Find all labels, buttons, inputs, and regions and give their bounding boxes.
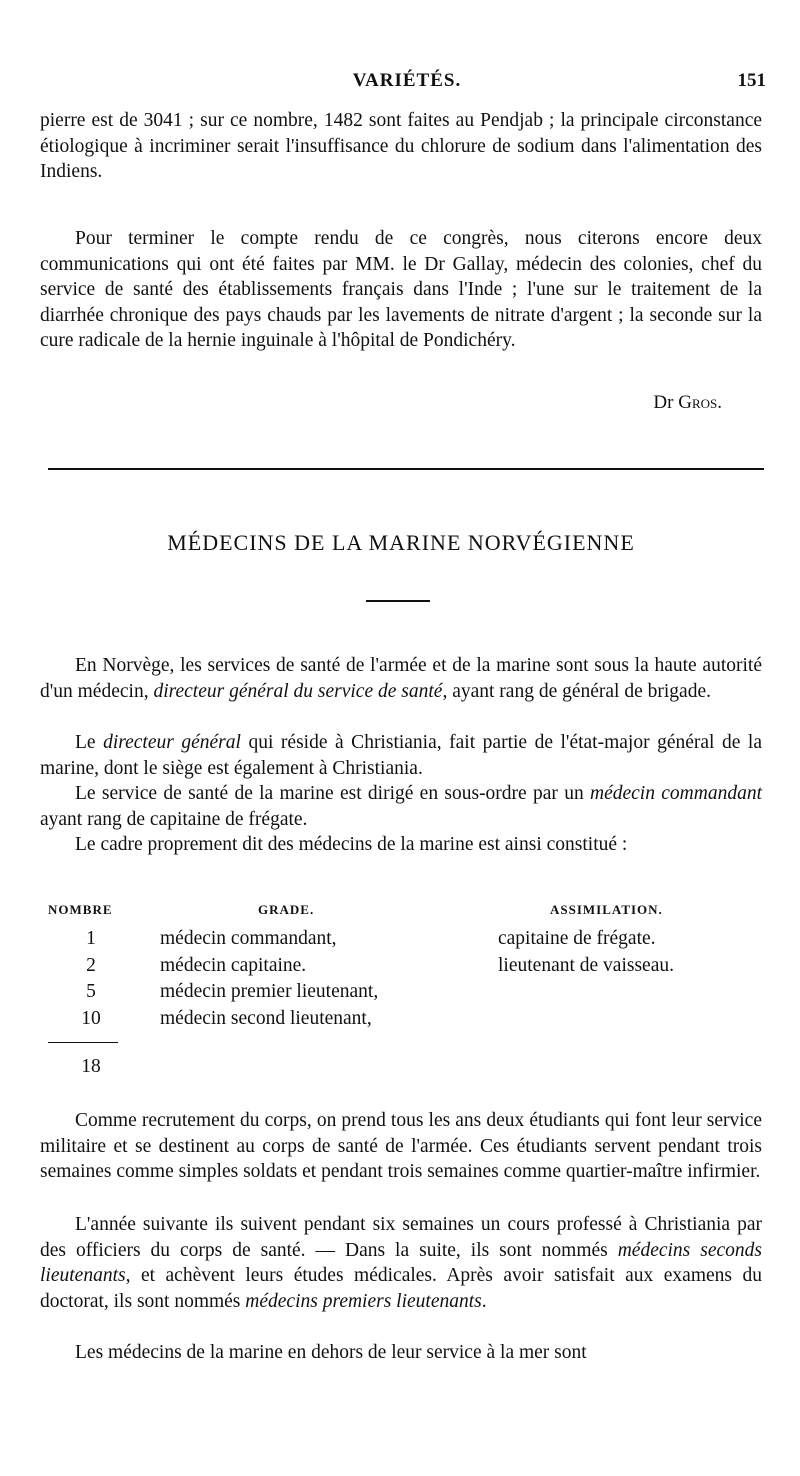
signature-prefix: Dr	[653, 392, 674, 413]
article-paragraph-2: Le directeur général qui réside à Christiania, fait partie de l'état-major général de la marine, dont le siège est également à Christiania.	[40, 732, 762, 779]
table-header-nombre: NOMBRE	[48, 902, 113, 917]
emphasis-medecins-seconds-lieutenants: médecins seconds lieutenants	[40, 1239, 762, 1286]
signature-name: Gros.	[678, 392, 722, 413]
table-row	[0, 928, 800, 954]
table-row	[0, 955, 800, 981]
table-row	[0, 1008, 800, 1034]
emphasis-medecins-premiers-lieutenants: médecins premiers lieutenants	[245, 1290, 482, 1312]
running-header	[48, 70, 766, 100]
article-paragraph-3: Le service de santé de la marine est dirigé en sous-ordre par un médecin commandant ayant rang de capitaine de frégate.	[40, 783, 762, 830]
emphasis-directeur-general: directeur général	[103, 732, 241, 753]
article-paragraph-4: Le cadre proprement dit des médecins de la marine est ainsi constitué :	[75, 834, 628, 855]
row-grade: médecin second lieutenant,	[160, 1008, 372, 1029]
row-assimilation: lieutenant de vaisseau.	[498, 955, 674, 976]
article-paragraph-7: Les médecins de la marine en dehors de leur service à la mer sont	[75, 1342, 587, 1363]
table-total: 18	[81, 1056, 101, 1077]
page-number: 151	[737, 70, 766, 91]
table-row	[0, 981, 800, 1007]
title-rule	[366, 600, 430, 602]
article-paragraph-6: L'année suivante ils suivent pendant six semaines un cours professé à Christiania par des officiers du corps de santé. — Dans la suite, ils sont nommés médecins seconds lieutenants, et achèvent leurs études médicales. Après avoir satisfait aux examens du doctorat, ils sont nommés médecins premiers lieutenants.	[40, 1214, 762, 1312]
article-paragraph-1: En Norvège, les services de santé de l'armée et de la marine sont sous la haute autorité d'un médecin, directeur général du service de santé, ayant rang de général de brigade.	[40, 655, 762, 702]
row-grade: médecin capitaine.	[160, 955, 307, 976]
row-grade: médecin premier lieutenant,	[160, 981, 379, 1002]
total-rule	[48, 1042, 118, 1043]
running-title: VARIÉTÉS.	[352, 70, 462, 91]
row-assimilation: capitaine de frégate.	[498, 928, 656, 949]
row-count: 10	[81, 1008, 101, 1029]
intro-paragraph-1: pierre est de 3041 ; sur ce nombre, 1482 sont faites au Pendjab ; la principale circonstance étiologique à incriminer serait l'insuffisance du chlorure de sodium dans l'alimentation des Indiens.	[40, 110, 762, 182]
article-paragraph-5: Comme recrutement du corps, on prend tous les ans deux étudiants qui font leur service militaire et se destinent au corps de santé de l'armée. Ces étudiants servent pendant trois semaines comme simples soldats et pendant trois semaines comme quartier-maître infirmier.	[40, 1110, 762, 1182]
emphasis-directeur-general-du-service: directeur général du service de santé	[153, 680, 443, 702]
emphasis-medecin-commandant: médecin commandant	[590, 783, 762, 804]
row-count: 5	[86, 981, 96, 1002]
table-header-grade: GRADE.	[258, 902, 315, 917]
row-count: 1	[86, 928, 96, 949]
table-header-assimilation: ASSIMILATION.	[550, 902, 663, 917]
signature	[653, 392, 722, 414]
row-count: 2	[86, 955, 96, 976]
intro-paragraph-2: Pour terminer le compte rendu de ce congrès, nous citerons encore deux communications qui ont été faites par MM. le Dr Gallay, médecin des colonies, chef du service de santé des établissements français dans l'Inde ; l'une sur le traitement de la diarrhée chronique des pays chauds par les lavements de nitrate d'argent ; la seconde sur la cure radicale de la hernie inguinale à l'hôpital de Pondichéry.	[40, 228, 762, 351]
section-divider	[48, 468, 764, 470]
article-title: MÉDECINS DE LA MARINE NORVÉGIENNE	[167, 530, 635, 555]
row-grade: médecin commandant,	[160, 928, 337, 949]
